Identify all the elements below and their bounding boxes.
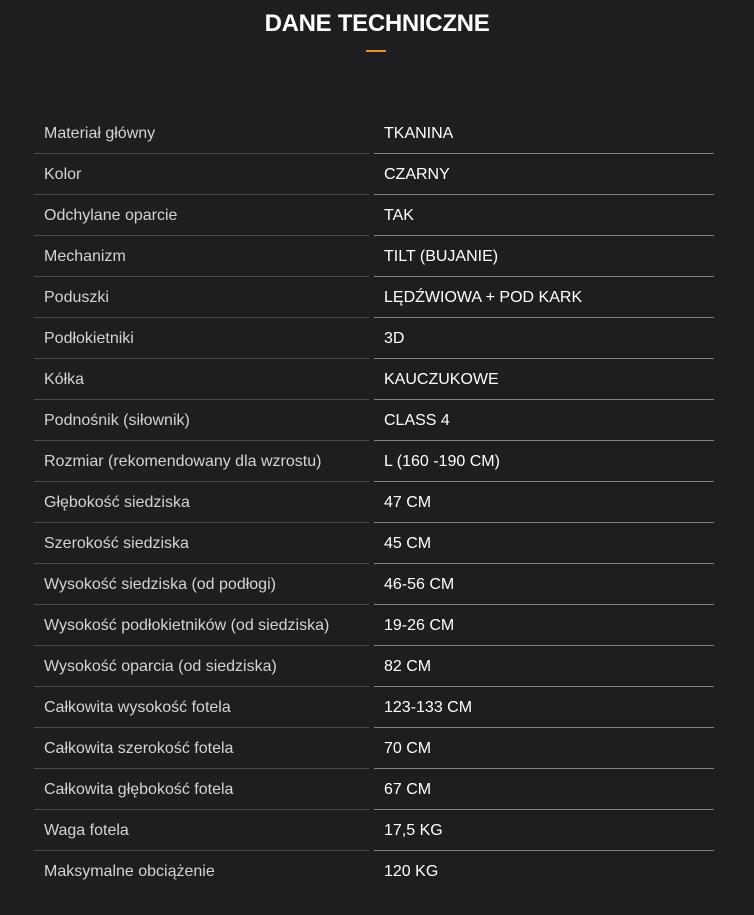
spec-value: TILT (BUJANIE) [384,247,499,265]
spec-label: Całkowita szerokość fotela [44,739,234,757]
spec-label: Kółka [44,370,85,388]
spec-value: LĘDŹWIOWA + POD KARK [384,288,583,306]
spec-value: CLASS 4 [384,411,450,429]
table-row [34,113,714,154]
table-row [34,318,714,359]
spec-label: Mechanizm [44,247,126,265]
spec-value: TAK [384,206,414,224]
spec-value: KAUCZUKOWE [384,370,499,388]
spec-value: 17,5 KG [384,821,443,839]
spec-value: 70 CM [384,739,432,757]
table-row [34,195,714,236]
spec-label: Głębokość siedziska [44,493,190,511]
table-row [34,441,714,482]
table-row [34,646,714,687]
spec-value: 47 CM [384,493,432,511]
spec-label: Poduszki [44,288,109,306]
table-row [34,851,714,892]
spec-value: 46-56 CM [384,575,455,593]
table-row [34,564,714,605]
table-row [34,769,714,810]
spec-label: Maksymalne obciążenie [44,862,215,880]
table-row [34,277,714,318]
spec-label: Waga fotela [44,821,129,839]
section-title: DANE TECHNICZNE [264,10,490,37]
table-row [34,359,714,400]
spec-label: Wysokość siedziska (od podłogi) [44,575,276,593]
spec-label: Rozmiar (rekomendowany dla wzrostu) [44,452,322,470]
spec-label: Materiał główny [44,124,156,142]
table-row [34,810,714,851]
spec-value: 123-133 CM [384,698,473,716]
spec-value: L (160 -190 CM) [384,452,500,470]
table-row [34,687,714,728]
spec-label: Podnośnik (siłownik) [44,411,190,429]
table-row [34,400,714,441]
table-row [34,523,714,564]
spec-value: 3D [384,329,405,347]
title-accent-underline [366,50,386,52]
table-row [34,728,714,769]
spec-value: 120 KG [384,862,439,880]
spec-value: 67 CM [384,780,432,798]
spec-value: TKANINA [384,124,454,142]
table-row [34,605,714,646]
spec-value: 19-26 CM [384,616,455,634]
spec-value: 45 CM [384,534,432,552]
spec-value: 82 CM [384,657,432,675]
spec-label: Szerokość siedziska [44,534,189,552]
spec-label: Kolor [44,165,82,183]
spec-label: Całkowita wysokość fotela [44,698,231,716]
table-row [34,236,714,277]
table-row [34,154,714,195]
table-row [34,482,714,523]
spec-label: Wysokość podłokietników (od siedziska) [44,616,330,634]
specs-table [34,113,714,892]
spec-label: Odchylane oparcie [44,206,178,224]
spec-value: CZARNY [384,165,450,183]
spec-label: Podłokietniki [44,329,134,347]
spec-label: Całkowita głębokość fotela [44,780,234,798]
spec-label: Wysokość oparcia (od siedziska) [44,657,277,675]
